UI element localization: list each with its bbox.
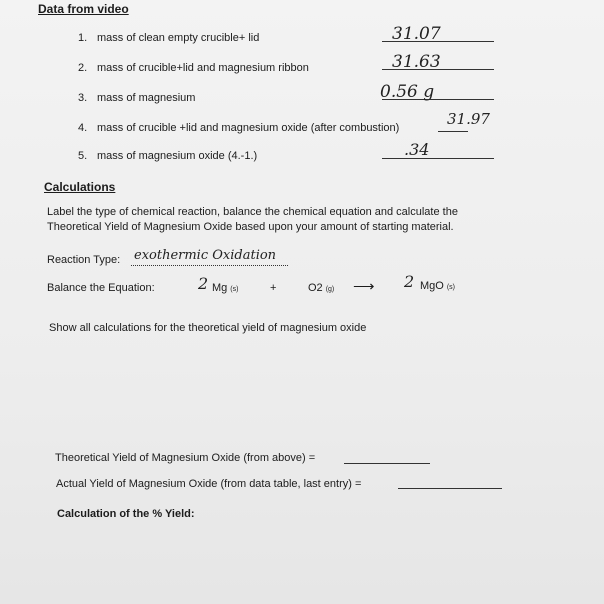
- item-2-number: 2.: [78, 62, 88, 74]
- actual-yield-line: [398, 488, 502, 489]
- reaction-type-label: Reaction Type:: [47, 254, 121, 266]
- item-1-value: 31.07: [392, 24, 441, 44]
- coefficient-2: 2: [404, 272, 415, 291]
- item-3-value: 0.56 g: [380, 82, 435, 102]
- product: MgO (s): [420, 280, 456, 292]
- item-4-value: 31.97: [447, 110, 490, 128]
- item-3-label: mass of magnesium: [97, 92, 196, 104]
- plus-sign: +: [270, 282, 277, 294]
- data-heading: Data from video: [38, 2, 129, 16]
- item-2-label: mass of crucible+lid and magnesium ribbon: [97, 62, 309, 74]
- reactant-1: Mg (s): [212, 282, 239, 294]
- item-2-value: 31.63: [392, 52, 441, 72]
- instruction-line-1: Label the type of chemical reaction, balance the chemical equation and calculate the: [47, 206, 458, 218]
- instruction-line-2: Theoretical Yield of Magnesium Oxide based upon your amount of starting material.: [47, 221, 454, 233]
- coefficient-1: 2: [198, 274, 209, 293]
- theoretical-yield-label: Theoretical Yield of Magnesium Oxide (from above) =: [55, 452, 316, 464]
- item-4-label: mass of crucible +lid and magnesium oxide (after combustion): [97, 122, 400, 134]
- reaction-type-line: [131, 265, 288, 266]
- item-5-label: mass of magnesium oxide (4.-1.): [97, 150, 258, 162]
- balance-label: Balance the Equation:: [47, 282, 155, 294]
- actual-yield-label: Actual Yield of Magnesium Oxide (from data table, last entry) =: [56, 478, 362, 490]
- item-1-number: 1.: [78, 32, 88, 44]
- calculations-heading: Calculations: [44, 180, 116, 194]
- item-3-number: 3.: [78, 92, 88, 104]
- item-5-value: .34: [404, 140, 430, 159]
- item-5-number: 5.: [78, 150, 88, 162]
- show-calculations-prompt: Show all calculations for the theoretical yield of magnesium oxide: [49, 322, 367, 334]
- theoretical-yield-line: [344, 463, 430, 464]
- item-5-answer-line: [382, 158, 494, 159]
- item-1-label: mass of clean empty crucible+ lid: [97, 32, 260, 44]
- percent-yield-label: Calculation of the % Yield:: [57, 508, 195, 520]
- reaction-type-value: exothermic Oxidation: [134, 248, 277, 263]
- reaction-arrow: ⟶: [353, 278, 375, 295]
- item-4-number: 4.: [78, 122, 88, 134]
- reactant-2: O2 (g): [308, 282, 335, 294]
- item-4-answer-line: [438, 131, 468, 132]
